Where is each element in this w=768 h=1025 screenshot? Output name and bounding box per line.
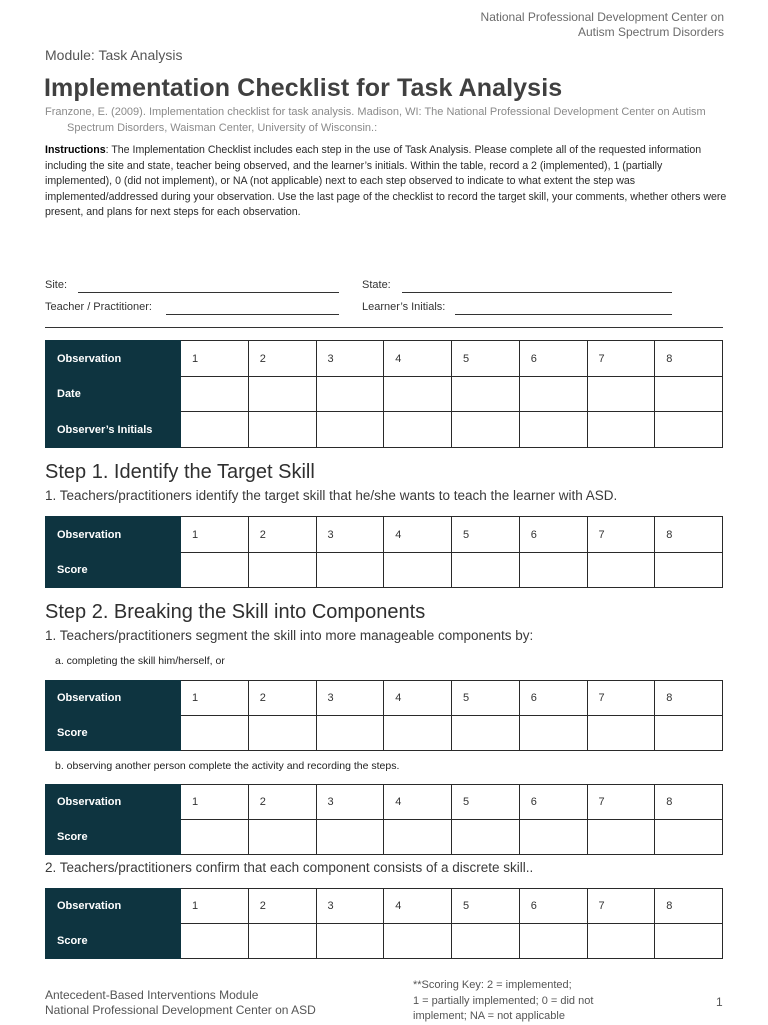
date-header: Date bbox=[46, 377, 181, 412]
obs-num: 4 bbox=[384, 889, 452, 924]
table-row bbox=[46, 517, 723, 553]
score-cell[interactable] bbox=[316, 716, 384, 751]
step2b-score-table bbox=[45, 784, 723, 855]
score-cell[interactable] bbox=[655, 924, 723, 959]
site-field[interactable] bbox=[78, 292, 339, 293]
table-row bbox=[46, 924, 723, 959]
obs-num: 2 bbox=[248, 517, 316, 553]
step2-item1: 1. Teachers/practitioners segment the skill into more manageable components by: bbox=[45, 628, 534, 643]
learner-field[interactable] bbox=[455, 314, 672, 315]
score-cell[interactable] bbox=[384, 553, 452, 588]
scoring-key-line-2: 1 = partially implemented; 0 = did not bbox=[413, 994, 594, 1007]
obs-num: 6 bbox=[519, 681, 587, 716]
obs-num: 3 bbox=[316, 681, 384, 716]
observer-initials-header: Observer’s Initials bbox=[46, 412, 181, 448]
date-cell[interactable] bbox=[587, 377, 655, 412]
step2-heading: Step 2. Breaking the Skill into Components bbox=[45, 601, 426, 623]
obs-num: 4 bbox=[384, 681, 452, 716]
divider bbox=[45, 327, 723, 328]
instructions-label: Instructions bbox=[45, 144, 106, 156]
teacher-label: Teacher / Practitioner: bbox=[45, 301, 152, 313]
obs-num: 2 bbox=[248, 785, 316, 820]
table-row bbox=[46, 785, 723, 820]
score-header: Score bbox=[46, 924, 181, 959]
obs-num: 3 bbox=[316, 785, 384, 820]
org-line-2: Autism Spectrum Disorders bbox=[577, 25, 724, 39]
obs-num: 7 bbox=[587, 889, 655, 924]
learner-label: Learner’s Initials: bbox=[362, 301, 446, 313]
observation-header: Observation bbox=[46, 681, 181, 716]
observation-header: Observation bbox=[46, 889, 181, 924]
footer-line-1: Antecedent-Based Interventions Module bbox=[45, 988, 259, 1002]
score-cell[interactable] bbox=[248, 820, 316, 855]
score-cell[interactable] bbox=[587, 924, 655, 959]
obs-num: 4 bbox=[384, 785, 452, 820]
initials-cell[interactable] bbox=[655, 412, 723, 448]
obs-num: 5 bbox=[452, 785, 520, 820]
score-cell[interactable] bbox=[181, 716, 249, 751]
table-row bbox=[46, 889, 723, 924]
obs-num: 8 bbox=[655, 517, 723, 553]
step2-item2: 2. Teachers/practitioners confirm that each component consists of a discrete skill.. bbox=[45, 860, 534, 875]
obs-num: 1 bbox=[181, 517, 249, 553]
score-cell[interactable] bbox=[316, 553, 384, 588]
observation-header: Observation bbox=[46, 341, 181, 377]
initials-cell[interactable] bbox=[316, 412, 384, 448]
scoring-key bbox=[413, 978, 643, 1025]
date-cell[interactable] bbox=[384, 377, 452, 412]
obs-num: 6 bbox=[519, 785, 587, 820]
initials-cell[interactable] bbox=[452, 412, 520, 448]
score-cell[interactable] bbox=[384, 716, 452, 751]
obs-num: 8 bbox=[655, 681, 723, 716]
obs-num: 4 bbox=[384, 341, 452, 377]
page-title: Implementation Checklist for Task Analysis bbox=[44, 74, 563, 102]
obs-num: 8 bbox=[655, 889, 723, 924]
page-number: 1 bbox=[716, 995, 723, 1009]
table-row bbox=[46, 341, 723, 377]
score-cell[interactable] bbox=[655, 820, 723, 855]
score-cell[interactable] bbox=[519, 553, 587, 588]
initials-cell[interactable] bbox=[181, 412, 249, 448]
scoring-key-line-1: **Scoring Key: 2 = implemented; bbox=[413, 979, 572, 991]
score-cell[interactable] bbox=[181, 924, 249, 959]
observation-header: Observation bbox=[46, 785, 181, 820]
score-cell[interactable] bbox=[452, 553, 520, 588]
obs-num: 8 bbox=[655, 785, 723, 820]
score-header: Score bbox=[46, 820, 181, 855]
score-cell[interactable] bbox=[248, 716, 316, 751]
obs-num: 1 bbox=[181, 681, 249, 716]
state-label: State: bbox=[362, 279, 391, 291]
step2-item2-score-table bbox=[45, 888, 723, 959]
score-cell[interactable] bbox=[452, 924, 520, 959]
teacher-field[interactable] bbox=[166, 314, 339, 315]
module-label: Module: Task Analysis bbox=[45, 47, 183, 63]
obs-num: 5 bbox=[452, 889, 520, 924]
organization-name bbox=[481, 10, 724, 40]
step1-heading: Step 1. Identify the Target Skill bbox=[45, 461, 315, 483]
obs-num: 1 bbox=[181, 341, 249, 377]
score-cell[interactable] bbox=[519, 716, 587, 751]
date-cell[interactable] bbox=[181, 377, 249, 412]
obs-num: 5 bbox=[452, 681, 520, 716]
footer-line-2: National Professional Development Center on ASD bbox=[45, 1003, 316, 1017]
footer-module bbox=[45, 988, 316, 1018]
score-cell[interactable] bbox=[384, 820, 452, 855]
table-row bbox=[46, 681, 723, 716]
obs-num: 3 bbox=[316, 517, 384, 553]
citation-line-1: Franzone, E. (2009). Implementation checklist for task analysis. Madison, WI: The National Professional Development Center on Autism bbox=[45, 106, 706, 118]
score-cell[interactable] bbox=[248, 553, 316, 588]
step2a-score-table bbox=[45, 680, 723, 751]
obs-num: 2 bbox=[248, 341, 316, 377]
citation-line-2: Spectrum Disorders, Waisman Center, University of Wisconsin.: bbox=[67, 122, 378, 134]
initials-cell[interactable] bbox=[384, 412, 452, 448]
score-cell[interactable] bbox=[316, 820, 384, 855]
instructions-text: : The Implementation Checklist includes each step in the use of Task Analysis. Please complete all of the requested information including the site and state, teacher being observed, and the learner’s initials. Within the table, record a 2 (implemented), 1 (partially implemented), 0 (did not implement), or NA (not applicable) next to each step observed to indicate to what extent the step was implemented/addressed during your observation. Use the last page of the checklist to record the target skill, your comments, whether others were present, and plans for next steps for each observation. bbox=[45, 144, 727, 218]
obs-num: 5 bbox=[452, 517, 520, 553]
score-cell[interactable] bbox=[248, 924, 316, 959]
table-row bbox=[46, 377, 723, 412]
obs-num: 7 bbox=[587, 517, 655, 553]
org-line-1: National Professional Development Center on bbox=[480, 10, 724, 24]
obs-num: 6 bbox=[519, 517, 587, 553]
score-cell[interactable] bbox=[181, 820, 249, 855]
step1-score-table bbox=[45, 516, 723, 588]
obs-num: 5 bbox=[452, 341, 520, 377]
score-header: Score bbox=[46, 716, 181, 751]
state-field[interactable] bbox=[402, 292, 672, 293]
step2-item1a: a. completing the skill him/herself, or bbox=[55, 655, 225, 667]
score-cell[interactable] bbox=[587, 716, 655, 751]
obs-num: 2 bbox=[248, 681, 316, 716]
score-cell[interactable] bbox=[587, 553, 655, 588]
initials-cell[interactable] bbox=[587, 412, 655, 448]
step2-item1b: b. observing another person complete the activity and recording the steps. bbox=[55, 760, 400, 772]
score-cell[interactable] bbox=[316, 924, 384, 959]
obs-num: 4 bbox=[384, 517, 452, 553]
obs-num: 6 bbox=[519, 889, 587, 924]
score-cell[interactable] bbox=[519, 820, 587, 855]
score-cell[interactable] bbox=[587, 820, 655, 855]
table-row bbox=[46, 553, 723, 588]
date-cell[interactable] bbox=[316, 377, 384, 412]
initials-cell[interactable] bbox=[248, 412, 316, 448]
score-cell[interactable] bbox=[519, 924, 587, 959]
date-cell[interactable] bbox=[519, 377, 587, 412]
site-label: Site: bbox=[45, 279, 68, 291]
obs-num: 7 bbox=[587, 341, 655, 377]
date-cell[interactable] bbox=[248, 377, 316, 412]
date-cell[interactable] bbox=[655, 377, 723, 412]
obs-num: 8 bbox=[655, 341, 723, 377]
obs-num: 1 bbox=[181, 889, 249, 924]
obs-num: 3 bbox=[316, 889, 384, 924]
score-cell[interactable] bbox=[452, 716, 520, 751]
observation-header: Observation bbox=[46, 517, 181, 553]
citation bbox=[45, 104, 725, 136]
table-row bbox=[46, 820, 723, 855]
obs-num: 1 bbox=[181, 785, 249, 820]
score-cell[interactable] bbox=[452, 820, 520, 855]
initials-cell[interactable] bbox=[519, 412, 587, 448]
table-row bbox=[46, 412, 723, 448]
step1-item1: 1. Teachers/practitioners identify the target skill that he/she wants to teach the learner with ASD. bbox=[45, 488, 618, 503]
score-cell[interactable] bbox=[384, 924, 452, 959]
obs-num: 3 bbox=[316, 341, 384, 377]
scoring-key-line-3: implement; NA = not applicable bbox=[413, 1010, 565, 1022]
obs-num: 7 bbox=[587, 681, 655, 716]
score-cell[interactable] bbox=[655, 553, 723, 588]
obs-num: 7 bbox=[587, 785, 655, 820]
observation-date-table bbox=[45, 340, 723, 448]
instructions bbox=[45, 143, 729, 221]
score-header: Score bbox=[46, 553, 181, 588]
score-cell[interactable] bbox=[181, 553, 249, 588]
table-row bbox=[46, 716, 723, 751]
obs-num: 2 bbox=[248, 889, 316, 924]
score-cell[interactable] bbox=[655, 716, 723, 751]
date-cell[interactable] bbox=[452, 377, 520, 412]
obs-num: 6 bbox=[519, 341, 587, 377]
